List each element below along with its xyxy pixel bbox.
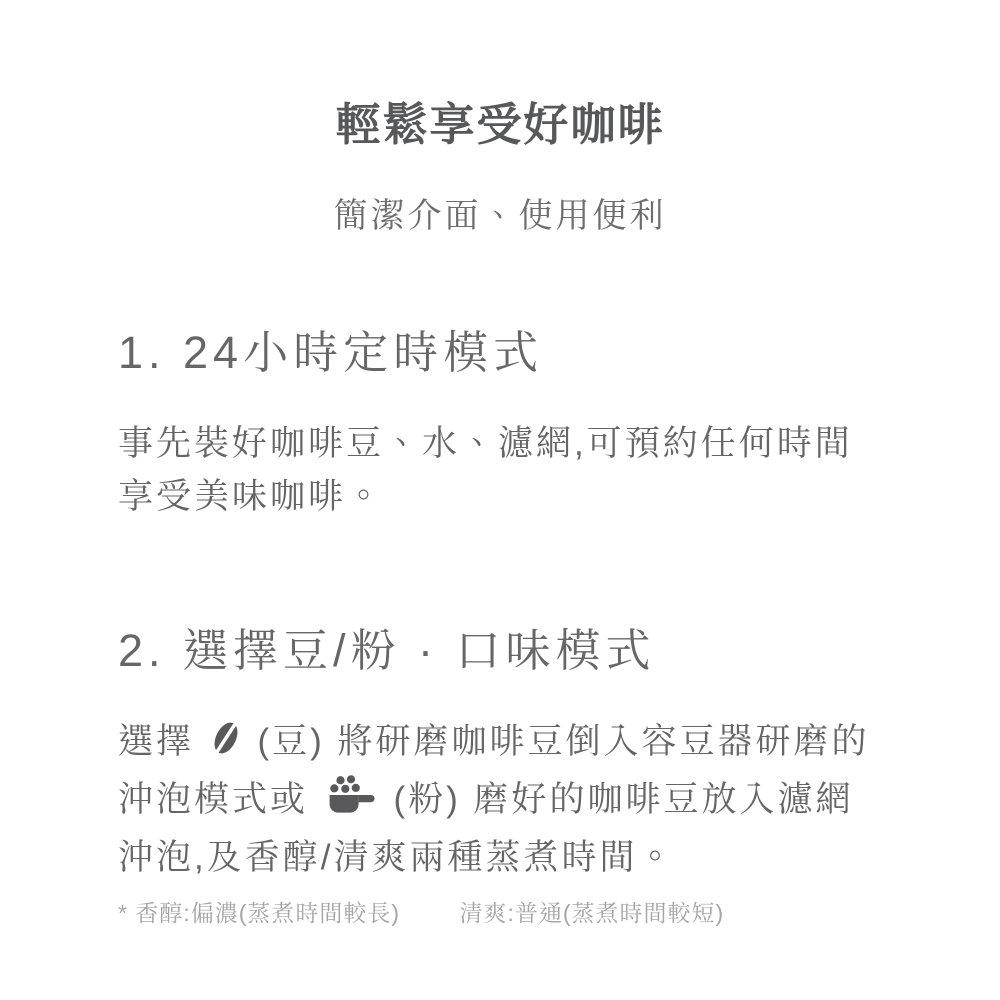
- footnote-strong-taste: * 香醇:偏濃(蒸煮時間較長): [118, 900, 401, 927]
- text-run: 享受美味咖啡。: [118, 477, 385, 517]
- coffee-bean-icon: [210, 718, 242, 758]
- text-run: (豆) 將研磨咖啡豆倒入容豆器研磨的: [244, 722, 870, 762]
- section-1-heading: 1. 24小時定時模式: [118, 327, 544, 379]
- section-2-footnote: [118, 899, 882, 929]
- text-run: (粉) 磨好的咖啡豆放入濾網: [380, 780, 854, 820]
- text-run: 事先裝好咖啡豆、水、濾網,可預約任何時間: [118, 424, 853, 464]
- section-2-paragraph: [118, 713, 882, 887]
- section-2-heading: 2. 選擇豆/粉 · 口味模式: [118, 625, 656, 677]
- footnote-light-taste: 清爽:普通(蒸煮時間較短): [459, 900, 725, 927]
- section-24h-timer-mode: [118, 327, 882, 523]
- page-header: [0, 0, 1000, 234]
- page-title: 輕鬆享受好咖啡: [335, 99, 665, 150]
- section-bean-powder-taste-mode: [118, 625, 882, 929]
- text-run: 選擇: [118, 722, 207, 762]
- text-run: 沖泡,及香醇/清爽兩種蒸煮時間。: [118, 838, 676, 878]
- section-1-paragraph: [118, 417, 882, 523]
- page-subtitle: 簡潔介面、使用便利: [333, 197, 667, 236]
- coffee-powder-scoop-icon: [324, 775, 378, 815]
- content-area: [0, 327, 1000, 929]
- text-run: 沖泡模式或: [118, 780, 321, 820]
